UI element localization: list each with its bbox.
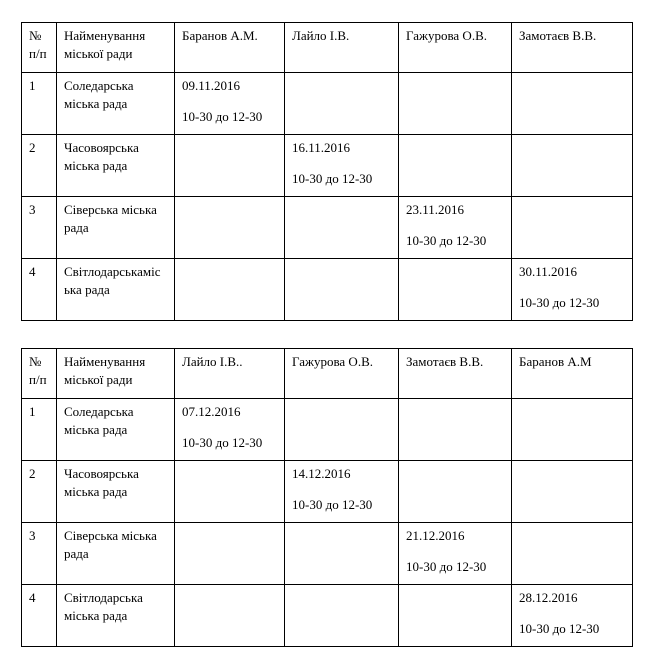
header-person xyxy=(512,349,633,399)
council-name xyxy=(57,461,175,523)
empty-cell xyxy=(175,197,285,259)
council-name-line: Світлодарськаміс xyxy=(64,264,161,279)
meeting-date: 16.11.2016 xyxy=(292,140,351,155)
header-person xyxy=(285,349,399,399)
council-name-line: рада xyxy=(64,220,89,235)
council-name-line: Часовоярська xyxy=(64,466,139,481)
council-name xyxy=(57,197,175,259)
row-number: 3 xyxy=(22,523,57,585)
schedule-table-1 xyxy=(21,22,633,321)
meeting-time: 10-30 до 12-30 xyxy=(519,621,600,636)
empty-cell xyxy=(175,523,285,585)
council-name-line: Соледарська xyxy=(64,78,134,93)
header-council-line: міської ради xyxy=(64,372,133,387)
header-number-line: № xyxy=(29,354,42,369)
empty-cell xyxy=(512,399,633,461)
council-name-line: Сіверська міська xyxy=(64,528,157,543)
row-number: 2 xyxy=(22,135,57,197)
empty-cell xyxy=(175,585,285,647)
empty-cell xyxy=(512,135,633,197)
meeting-date: 28.12.2016 xyxy=(519,590,578,605)
header-person-name: Баранов А.М. xyxy=(182,28,258,43)
schedule-cell xyxy=(512,585,633,647)
header-person-name: Замотаєв В.В. xyxy=(519,28,597,43)
header-council-name xyxy=(57,23,175,73)
table-row xyxy=(22,73,633,135)
header-person xyxy=(175,23,285,73)
header-number xyxy=(22,349,57,399)
empty-cell xyxy=(175,461,285,523)
empty-cell xyxy=(512,73,633,135)
meeting-time: 10-30 до 12-30 xyxy=(182,435,263,450)
empty-cell xyxy=(399,461,512,523)
header-person xyxy=(175,349,285,399)
empty-cell xyxy=(399,259,512,321)
header-person xyxy=(512,23,633,73)
header-row xyxy=(22,349,633,399)
header-person-name: Лайло І.В. xyxy=(292,28,350,43)
meeting-time: 10-30 до 12-30 xyxy=(182,109,263,124)
table-row xyxy=(22,399,633,461)
header-person-name: Гажурова О.В. xyxy=(292,354,373,369)
council-name-line: міська рада xyxy=(64,484,128,499)
empty-cell xyxy=(399,73,512,135)
empty-cell xyxy=(399,399,512,461)
header-person xyxy=(399,349,512,399)
council-name-line: міська рада xyxy=(64,422,128,437)
council-name xyxy=(57,73,175,135)
header-person xyxy=(285,23,399,73)
meeting-date: 30.11.2016 xyxy=(519,264,578,279)
schedule-cell xyxy=(512,259,633,321)
meeting-time: 10-30 до 12-30 xyxy=(406,233,487,248)
row-number: 4 xyxy=(22,585,57,647)
meeting-time: 10-30 до 12-30 xyxy=(519,295,600,310)
council-name-line: Часовоярська xyxy=(64,140,139,155)
schedule-table-2 xyxy=(21,348,633,647)
council-name xyxy=(57,259,175,321)
empty-cell xyxy=(512,197,633,259)
header-person-name: Баранов А.М xyxy=(519,354,592,369)
meeting-date: 23.11.2016 xyxy=(406,202,465,217)
header-council-line: Найменування xyxy=(64,28,146,43)
header-council-name xyxy=(57,349,175,399)
meeting-time: 10-30 до 12-30 xyxy=(292,171,373,186)
table-row xyxy=(22,135,633,197)
table-row xyxy=(22,585,633,647)
table-row xyxy=(22,259,633,321)
row-number: 2 xyxy=(22,461,57,523)
table-row xyxy=(22,461,633,523)
council-name-line: Соледарська xyxy=(64,404,134,419)
table-row xyxy=(22,197,633,259)
empty-cell xyxy=(512,461,633,523)
header-council-line: міської ради xyxy=(64,46,133,61)
header-person-name: Лайло І.В.. xyxy=(182,354,243,369)
header-person-name: Гажурова О.В. xyxy=(406,28,487,43)
council-name-line: Світлодарська xyxy=(64,590,143,605)
header-number xyxy=(22,23,57,73)
meeting-date: 21.12.2016 xyxy=(406,528,465,543)
empty-cell xyxy=(285,197,399,259)
row-number: 4 xyxy=(22,259,57,321)
header-number-line: № xyxy=(29,28,42,43)
council-name xyxy=(57,399,175,461)
council-name-line: міська рада xyxy=(64,158,128,173)
meeting-time: 10-30 до 12-30 xyxy=(292,497,373,512)
schedule-cell xyxy=(175,399,285,461)
header-number-line: п/п xyxy=(29,46,47,61)
meeting-date: 07.12.2016 xyxy=(182,404,241,419)
schedule-cell xyxy=(399,197,512,259)
header-row xyxy=(22,23,633,73)
empty-cell xyxy=(285,259,399,321)
empty-cell xyxy=(175,135,285,197)
council-name xyxy=(57,585,175,647)
header-person xyxy=(399,23,512,73)
council-name-line: ька рада xyxy=(64,282,110,297)
empty-cell xyxy=(399,585,512,647)
empty-cell xyxy=(285,73,399,135)
council-name-line: рада xyxy=(64,546,89,561)
council-name xyxy=(57,523,175,585)
council-name-line: міська рада xyxy=(64,608,128,623)
empty-cell xyxy=(285,399,399,461)
council-name-line: міська рада xyxy=(64,96,128,111)
header-number-line: п/п xyxy=(29,372,47,387)
empty-cell xyxy=(512,523,633,585)
row-number: 1 xyxy=(22,73,57,135)
header-council-line: Найменування xyxy=(64,354,146,369)
meeting-date: 14.12.2016 xyxy=(292,466,351,481)
row-number: 3 xyxy=(22,197,57,259)
meeting-time: 10-30 до 12-30 xyxy=(406,559,487,574)
council-name xyxy=(57,135,175,197)
council-name-line: Сіверська міська xyxy=(64,202,157,217)
empty-cell xyxy=(285,585,399,647)
meeting-date: 09.11.2016 xyxy=(182,78,241,93)
schedule-cell xyxy=(285,135,399,197)
empty-cell xyxy=(285,523,399,585)
table-row xyxy=(22,523,633,585)
header-person-name: Замотаєв В.В. xyxy=(406,354,484,369)
empty-cell xyxy=(175,259,285,321)
schedule-cell xyxy=(175,73,285,135)
row-number: 1 xyxy=(22,399,57,461)
schedule-cell xyxy=(399,523,512,585)
empty-cell xyxy=(399,135,512,197)
schedule-cell xyxy=(285,461,399,523)
